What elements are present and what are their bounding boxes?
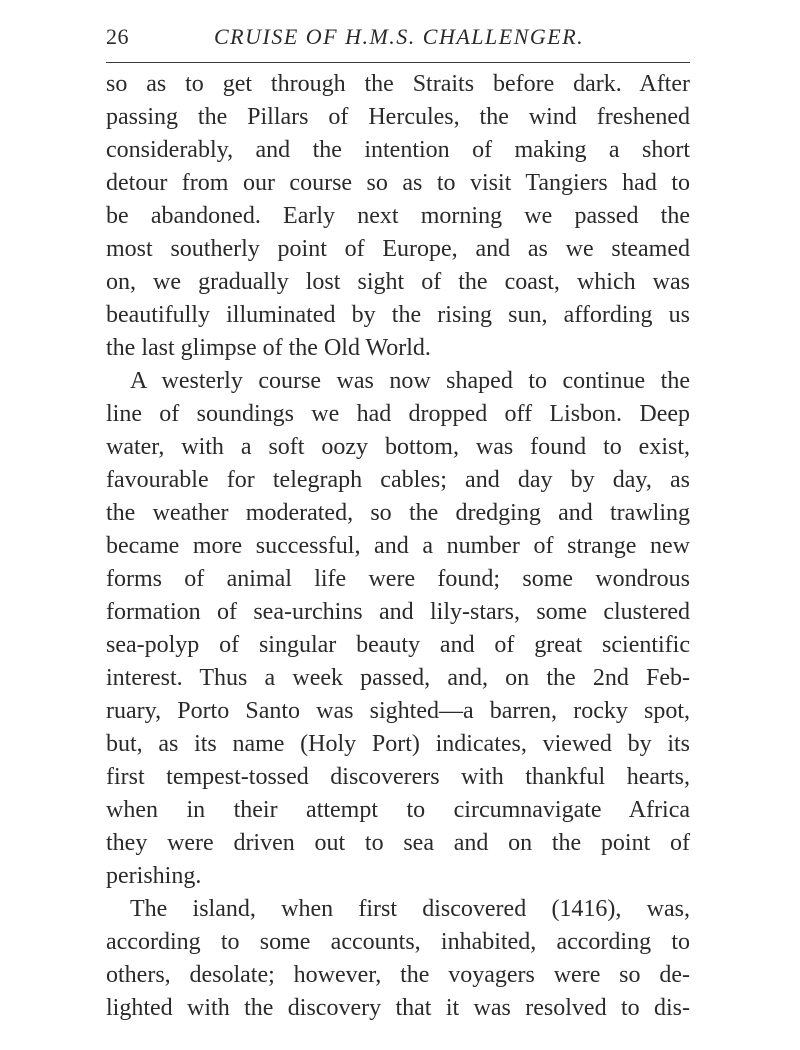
text-line: favourable for telegraph cables; and day by day, as bbox=[106, 467, 690, 493]
text-line: on, we gradually lost sight of the coast, which was bbox=[106, 269, 690, 295]
text-line: others, desolate; however, the voyagers were so de- bbox=[106, 962, 690, 988]
body-text bbox=[106, 68, 690, 1025]
text-line: lighted with the discovery that it was resolved to dis- bbox=[106, 995, 690, 1021]
running-title: CRUISE OF H.M.S. CHALLENGER. bbox=[214, 24, 585, 49]
text-line: beautifully illuminated by the rising sun, affording us bbox=[106, 302, 690, 328]
text-line: detour from our course so as to visit Tangiers had to bbox=[106, 170, 690, 196]
paragraph bbox=[106, 68, 690, 365]
paragraph bbox=[106, 893, 690, 1025]
text-line: when in their attempt to circumnavigate Africa bbox=[106, 797, 690, 823]
text-line: according to some accounts, inhabited, according to bbox=[106, 929, 690, 955]
text-line: The island, when first discovered (1416), was, bbox=[130, 896, 690, 922]
text-line: forms of animal life were found; some wondrous bbox=[106, 566, 690, 592]
text-line: most southerly point of Europe, and as we steamed bbox=[106, 236, 690, 262]
text-line: ruary, Porto Santo was sighted—a barren, rocky spot, bbox=[106, 698, 690, 724]
text-line: the weather moderated, so the dredging and trawling bbox=[106, 500, 690, 526]
text-line: first tempest-tossed discoverers with thankful hearts, bbox=[106, 764, 690, 790]
text-line: A westerly course was now shaped to continue the bbox=[130, 368, 690, 394]
text-line: considerably, and the intention of making a short bbox=[106, 137, 690, 163]
text-line: line of soundings we had dropped off Lisbon. Deep bbox=[106, 401, 690, 427]
text-line: sea-polyp of singular beauty and of great scientific bbox=[106, 632, 690, 658]
page-number: 26 bbox=[106, 24, 129, 49]
text-line: but, as its name (Holy Port) indicates, viewed by its bbox=[106, 731, 690, 757]
text-line: formation of sea-urchins and lily-stars, some clustered bbox=[106, 599, 690, 625]
paragraph bbox=[106, 365, 690, 893]
text-line: water, with a soft oozy bottom, was found to exist, bbox=[106, 434, 690, 460]
text-line: interest. Thus a week passed, and, on the 2nd Feb- bbox=[106, 665, 690, 691]
text-line: be abandoned. Early next morning we passed the bbox=[106, 203, 690, 229]
text-line: they were driven out to sea and on the point of bbox=[106, 830, 690, 856]
text-line: so as to get through the Straits before dark. After bbox=[106, 71, 690, 97]
page-header bbox=[106, 18, 690, 54]
text-line: passing the Pillars of Hercules, the wind freshened bbox=[106, 104, 690, 130]
text-line: became more successful, and a number of strange new bbox=[106, 533, 690, 559]
text-line: the last glimpse of the Old World. bbox=[106, 335, 431, 361]
text-line: perishing. bbox=[106, 863, 202, 889]
header-rule bbox=[106, 62, 690, 63]
